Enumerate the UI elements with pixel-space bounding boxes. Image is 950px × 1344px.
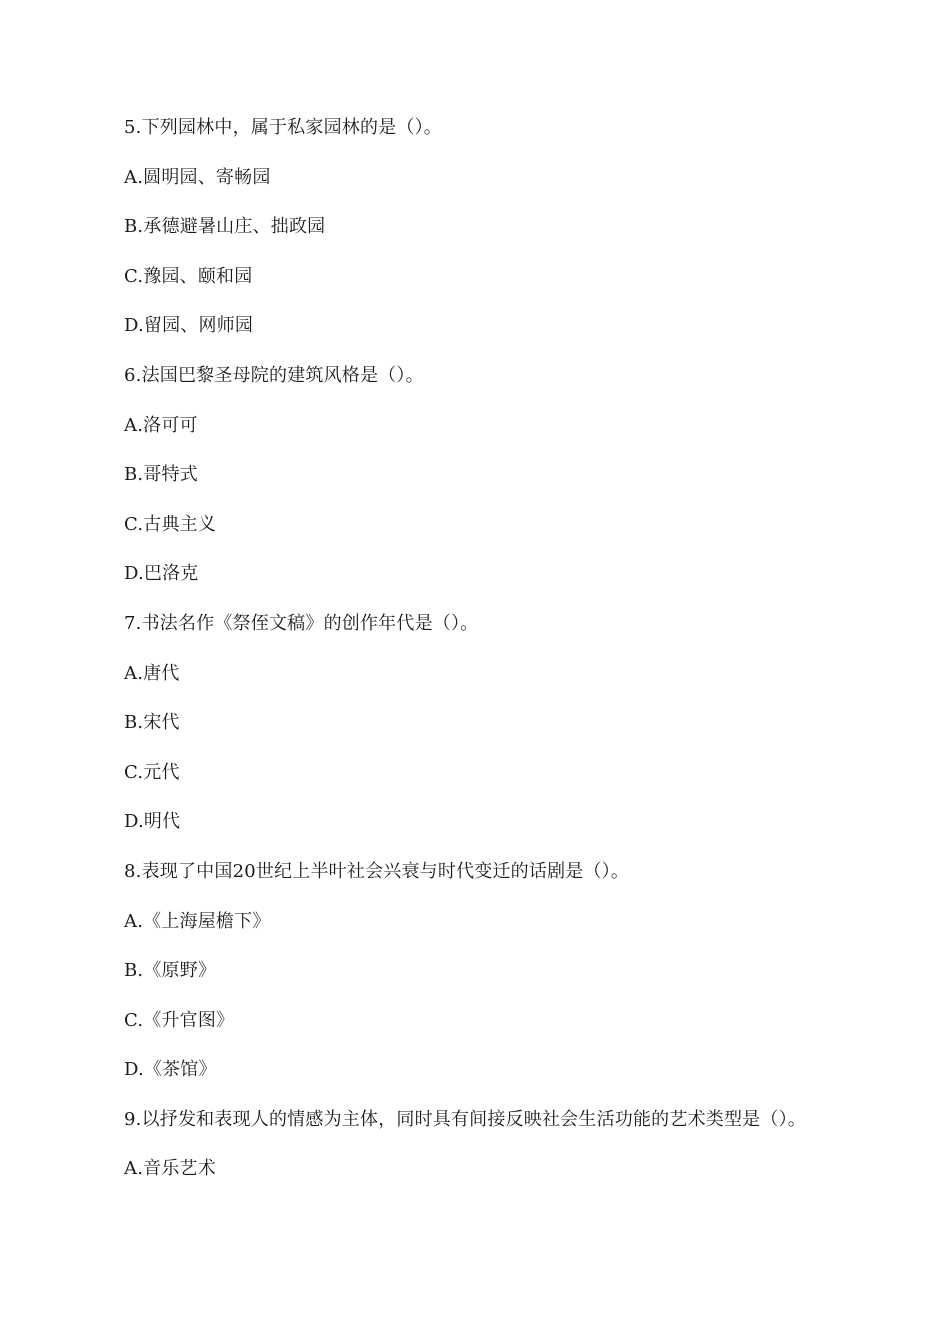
question-8-option-c: C.《升官图》 xyxy=(124,1009,235,1031)
question-8-option-b: B.《原野》 xyxy=(124,960,217,982)
question-9-option-a: A.音乐艺术 xyxy=(124,1158,216,1180)
question-5-option-b: B.承德避暑山庄、拙政园 xyxy=(124,216,326,238)
question-8-option-a: A.《上海屋檐下》 xyxy=(124,910,271,932)
question-8: 8.表现了中国20世纪上半叶社会兴衰与时代变迁的话剧是（）。 xyxy=(124,860,630,882)
question-6-option-a: A.洛可可 xyxy=(124,414,198,436)
question-7: 7.书法名作《祭侄文稿》的创作年代是（）。 xyxy=(124,612,479,634)
question-5: 5.下列园林中，属于私家园林的是（）。 xyxy=(124,117,442,138)
question-7-option-d: D.明代 xyxy=(124,811,181,833)
question-8-option-d: D.《茶馆》 xyxy=(124,1059,217,1081)
question-6-option-c: C.古典主义 xyxy=(124,513,217,535)
question-7-option-a: A.唐代 xyxy=(124,662,180,684)
question-5-option-c: C.豫园、颐和园 xyxy=(124,265,253,287)
question-6-option-b: B.哥特式 xyxy=(124,464,198,486)
question-7-option-b: B.宋代 xyxy=(124,712,180,734)
question-5-option-d: D.留园、网师园 xyxy=(124,315,254,337)
question-6: 6.法国巴黎圣母院的建筑风格是（）。 xyxy=(124,364,424,386)
question-9: 9.以抒发和表现人的情感为主体，同时具有间接反映社会生活功能的艺术类型是（）。 xyxy=(124,1108,806,1130)
question-7-option-c: C.元代 xyxy=(124,761,180,783)
question-6-option-d: D.巴洛克 xyxy=(124,563,199,585)
question-5-option-a: A.圆明园、寄畅园 xyxy=(124,166,271,188)
document-body xyxy=(124,112,884,1203)
